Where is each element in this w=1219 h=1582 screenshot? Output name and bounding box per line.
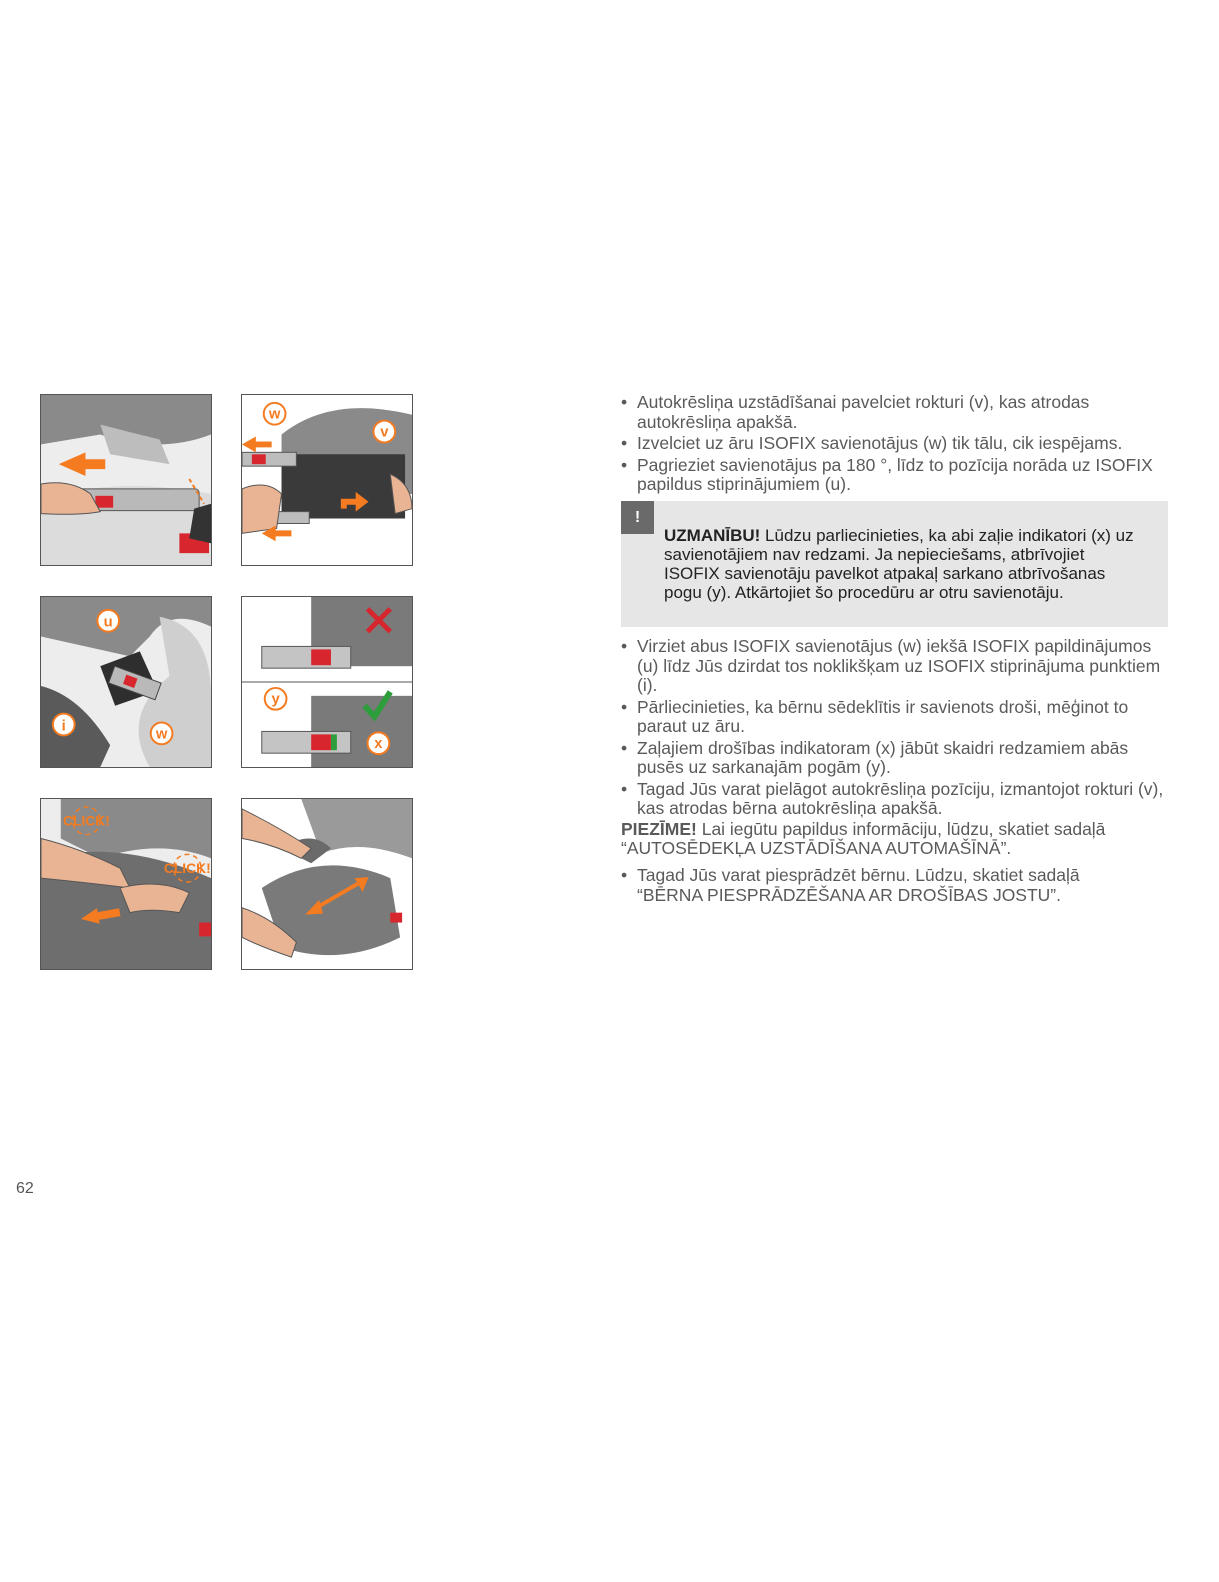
label-click-1: CLICK!: [63, 812, 110, 829]
figure-2: [241, 394, 413, 566]
label-u: u: [103, 614, 113, 631]
figure-4: [241, 596, 413, 768]
note-paragraph: [621, 820, 1161, 858]
figure-6: [241, 798, 413, 970]
instructions-list-2: [621, 637, 1166, 821]
list-item: • Pagrieziet savienotājus pa 180 °, līdz to pozīcija norāda uz ISOFIX papildus stiprinājumiem (u).: [621, 456, 1166, 495]
list-item: • Tagad Jūs varat pielāgot autokrēsliņa pozīciju, izmantojot rokturi (v), kas atrodas bērna autokrēsliņa apakšā.: [621, 780, 1166, 819]
label-click-2: CLICK!: [163, 860, 211, 877]
warning-body: Lūdzu parliecinieties, ka abi zaļie indikatori (x) uz savienotājiem nav redzami. Ja nepieciešams, atbrīvojiet ISOFIX savienotāju pavelkot atpakaļ sarkano atbrīvošanas pogu (y). Atkārtojiet šo procedūru ar otru savienotāju.: [664, 526, 1134, 602]
label-w2: w: [155, 726, 168, 743]
figure-3: [40, 596, 212, 768]
note-body: Lai iegūtu papildus informāciju, lūdzu, skatiet sadaļā “AUTOSĒDEKĻA UZSTĀDĪŠANA AUTOMAŠĪNĀ”.: [621, 819, 1106, 858]
label-y: y: [271, 691, 280, 708]
warning-label: UZMANĪBU!: [664, 526, 761, 545]
list-item: • Virziet abus ISOFIX savienotājus (w) iekšā ISOFIX papildinājumos (u) līdz Jūs dzirdat tos noklikšķam uz ISOFIX stiprinājuma punktiem (i).: [621, 637, 1166, 696]
list-item: • Zaļajiem drošības indikatoram (x) jābūt skaidri redzamiem abās pusēs uz sarkanajām pogām (y).: [621, 739, 1166, 778]
label-w: w: [268, 406, 281, 423]
instructions-list-1: [621, 393, 1166, 497]
label-x: x: [374, 736, 383, 753]
note-label: PIEZĪME!: [621, 819, 697, 839]
warning-text: [664, 526, 1144, 602]
list-item: • Autokrēsliņa uzstādīšanai pavelciet rokturi (v), kas atrodas autokrēsliņa apakšā.: [621, 393, 1166, 432]
page-number: 62: [16, 1180, 34, 1197]
warning-box: [621, 501, 1168, 627]
list-item: • Tagad Jūs varat piesprādzēt bērnu. Lūdzu, skatiet sadaļā “BĒRNA PIESPRĀDZĒŠANA AR DROŠĪBAS JOSTU”.: [621, 866, 1141, 905]
label-i: i: [61, 718, 66, 735]
list-item: • Pārliecinieties, ka bērnu sēdeklītis ir savienots droši, mēģinot to paraut uz āru.: [621, 698, 1166, 737]
figure-5: [40, 798, 212, 970]
figure-1: [40, 394, 212, 566]
warning-icon: !: [621, 501, 654, 534]
label-v: v: [380, 424, 389, 441]
list-item: • Izvelciet uz āru ISOFIX savienotājus (w) tik tālu, cik iespējams.: [621, 434, 1166, 454]
instructions-list-3: [621, 866, 1141, 907]
